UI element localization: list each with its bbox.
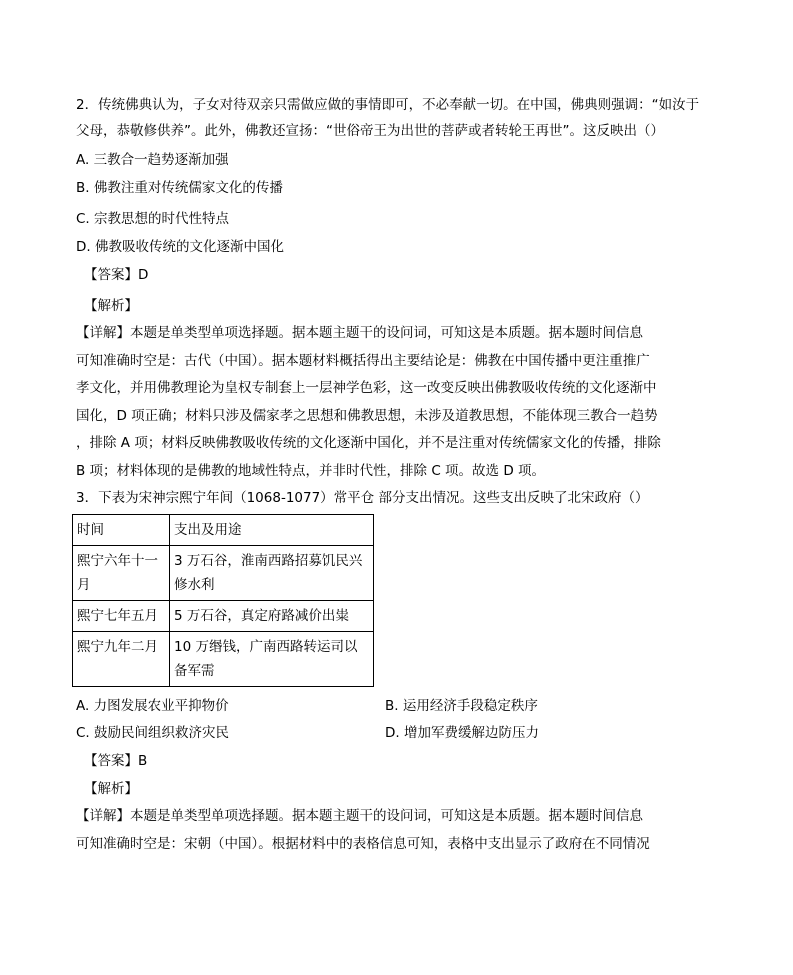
q3-option-b: B. 运用经济手段稳定秩序 bbox=[385, 698, 538, 714]
table-cell-usage: 5 万石谷，真定府路减价出粜 bbox=[170, 601, 374, 632]
q2-stem bbox=[76, 92, 726, 144]
table-row bbox=[73, 546, 374, 601]
q2-detail-line: 国化，D 项正确；材料只涉及儒家孝之思想和佛教思想，未涉及道教思想，不能体现三教合一趋势 bbox=[76, 408, 658, 424]
q3-analysis-label: 【解析】 bbox=[84, 781, 138, 797]
q3-table bbox=[72, 514, 374, 687]
q3-detail-line: 【详解】本题是单类型单项选择题。据本题主题干的设问词，可知这是本质题。据本题时间信息 bbox=[76, 808, 643, 824]
table-cell-usage: 10 万缗钱，广南西路转运司以备军需 bbox=[170, 632, 374, 687]
q2-detail-line: 可知准确时空是：古代（中国）。据本题材料概括得出主要结论是：佛教在中国传播中更注重推广 bbox=[76, 353, 650, 369]
q3-option-d: D. 增加军费缓解边防压力 bbox=[385, 725, 539, 741]
q3-option-c: C. 鼓励民间组织救济灾民 bbox=[76, 725, 230, 741]
q2-option-d: D. 佛教吸收传统的文化逐渐中国化 bbox=[76, 239, 284, 255]
q2-detail-line: B 项；材料体现的是佛教的地域性特点，并非时代性，排除 C 项。故选 D 项。 bbox=[76, 463, 546, 479]
table-header-cell: 时间 bbox=[73, 515, 170, 546]
q2-stem-line1: 2．传统佛典认为，子女对待双亲只需做应做的事情即可，不必奉献一切。在中国，佛典则强调：“如汝于 bbox=[76, 97, 700, 113]
table-cell-time: 熙宁七年五月 bbox=[73, 601, 170, 632]
q2-stem-line2: 父母，恭敬修供养”。此外，佛教还宣扬：“世俗帝王为出世的菩萨或者转轮王再世”。这反映出（） bbox=[76, 123, 664, 139]
table-cell-time: 熙宁九年二月 bbox=[73, 632, 170, 687]
table-header-cell: 支出及用途 bbox=[170, 515, 374, 546]
q2-detail-line: 孝文化，并用佛教理论为皇权专制套上一层神学色彩，这一改变反映出佛教吸收传统的文化逐渐中 bbox=[76, 380, 657, 396]
q2-detail-line: 【详解】本题是单类型单项选择题。据本题主题干的设问词，可知这是本质题。据本题时间信息 bbox=[76, 325, 643, 341]
table-cell-time: 熙宁六年十一月 bbox=[73, 546, 170, 601]
q2-analysis-label: 【解析】 bbox=[84, 298, 138, 314]
q2-answer: 【答案】D bbox=[84, 267, 149, 283]
q2-option-b: B. 佛教注重对传统儒家文化的传播 bbox=[76, 180, 283, 196]
q3-answer: 【答案】B bbox=[84, 753, 148, 769]
q3-option-a: A. 力图发展农业平抑物价 bbox=[76, 698, 229, 714]
table-header-row bbox=[73, 515, 374, 546]
table-row bbox=[73, 632, 374, 687]
q3-stem: 3．下表为宋神宗熙宁年间（1068-1077）常平仓 部分支出情况。这些支出反映了北宋政府（） bbox=[76, 490, 649, 506]
q2-option-a: A. 三教合一趋势逐渐加强 bbox=[76, 152, 229, 168]
table-cell-usage: 3 万石谷，淮南西路招募饥民兴修水利 bbox=[170, 546, 374, 601]
q3-detail-line: 可知准确时空是：宋朝（中国）。根据材料中的表格信息可知，表格中支出显示了政府在不同情况 bbox=[76, 836, 650, 852]
table-row bbox=[73, 601, 374, 632]
q2-detail-line: ，排除 A 项；材料反映佛教吸收传统的文化逐渐中国化，并不是注重对传统儒家文化的传播，排除 bbox=[76, 435, 661, 451]
q2-option-c: C. 宗教思想的时代性特点 bbox=[76, 211, 230, 227]
